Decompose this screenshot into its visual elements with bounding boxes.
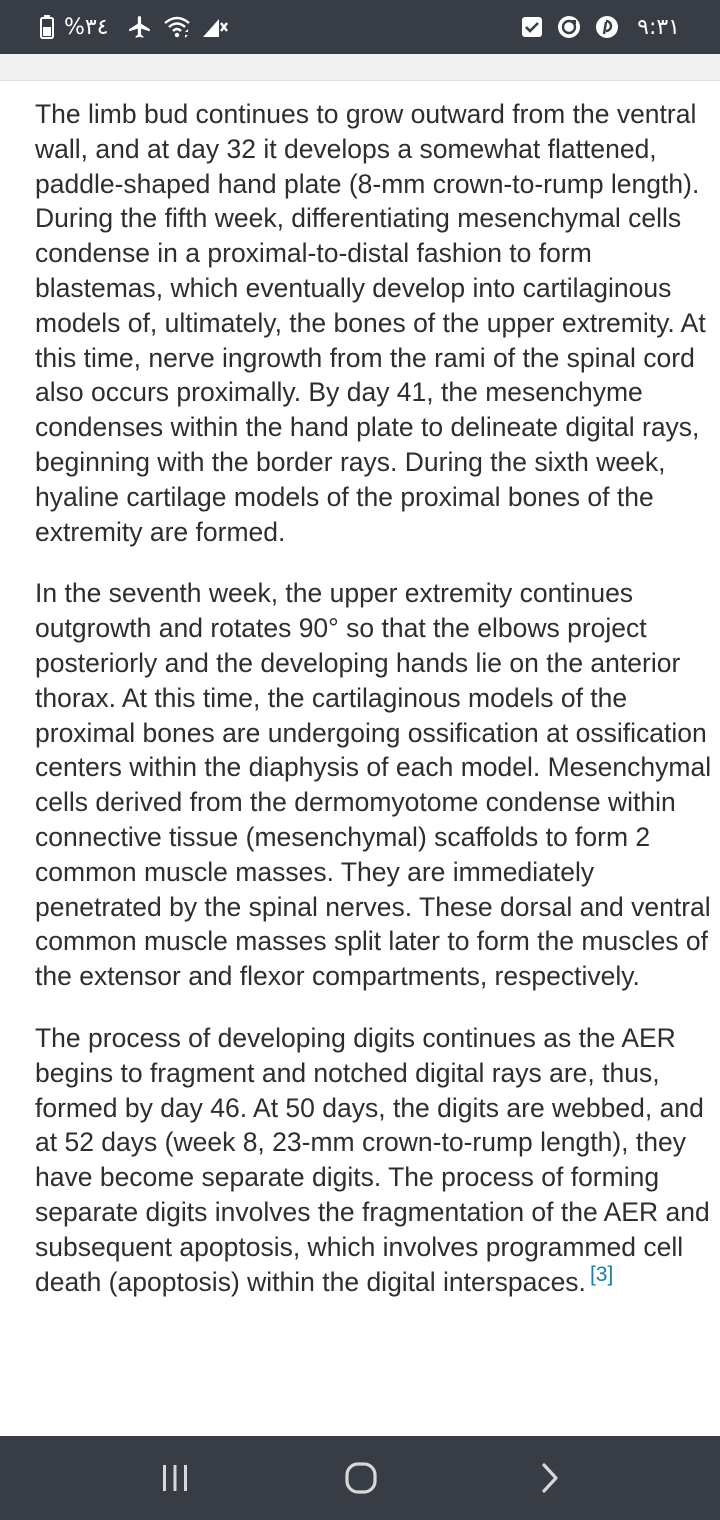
home-button[interactable] [339, 1456, 383, 1500]
home-icon [344, 1461, 378, 1495]
navigation-bar [0, 1436, 720, 1520]
reference-link[interactable]: [3] [589, 1262, 614, 1286]
top-band [0, 54, 720, 81]
back-button[interactable] [527, 1456, 571, 1500]
recent-apps-icon [159, 1463, 191, 1493]
wifi-icon [163, 15, 191, 39]
recent-apps-button[interactable] [153, 1456, 197, 1500]
sync-icon [557, 15, 581, 39]
checkbox-notification-icon [521, 16, 543, 38]
article-paragraph-3 [35, 1021, 715, 1299]
article-body [35, 97, 715, 1326]
battery-percent: %٣٤ [64, 14, 109, 40]
battery-icon [40, 15, 54, 39]
status-left-group [40, 0, 229, 54]
status-bar [0, 0, 720, 54]
pinterest-icon [595, 15, 619, 39]
status-time: ٩:٣١ [637, 14, 680, 40]
article-paragraph-3-text: The process of developing digits continues as the AER begins to fragment and notched digital rays are, thus, formed by day 46. At 50 days, the digits are webbed, and at 52 days (week 8, 23-mm crown-to-rump length), they have become separate digits. The process of forming separate digits involves the fragmentation of the AER and subsequent apoptosis, which involves programmed cell death (apoptosis) within the digital interspaces. [35, 1022, 710, 1297]
signal-muted-icon [201, 15, 229, 39]
article-paragraph-1: The limb bud continues to grow outward from the ventral wall, and at day 32 it develops a somewhat flattened, paddle-shaped hand plate (8-mm crown-to-rump length). During the fifth week, differentiating mesenchymal cells condense in a proximal-to-distal fashion to form blastemas, which eventually develop into cartilaginous models of, ultimately, the bones of the upper extremity. At this time, nerve ingrowth from the rami of the spinal cord also occurs proximally. By day 41, the mesenchyme condenses within the hand plate to delineate digital rays, beginning with the border rays. During the sixth week, hyaline cartilage models of the proximal bones of the extremity are formed. [35, 99, 706, 547]
back-icon [537, 1461, 561, 1495]
status-right-group [521, 0, 680, 54]
airplane-mode-icon [127, 14, 153, 40]
article-paragraph-2: In the seventh week, the upper extremity continues outgrowth and rotates 90° so that the elbows project posteriorly and the developing hands lie on the anterior thorax. At this time, the cartilaginous models of the proximal bones are undergoing ossification at ossification centers within the diaphysis of each model. Mesenchymal cells derived from the dermomyotome condense within connective tissue (mesenchymal) scaffolds to form 2 common muscle masses. They are immediately penetrated by the spinal nerves. These dorsal and ventral common muscle masses split later to form the muscles of the extensor and flexor compartments, respectively. [35, 578, 712, 992]
